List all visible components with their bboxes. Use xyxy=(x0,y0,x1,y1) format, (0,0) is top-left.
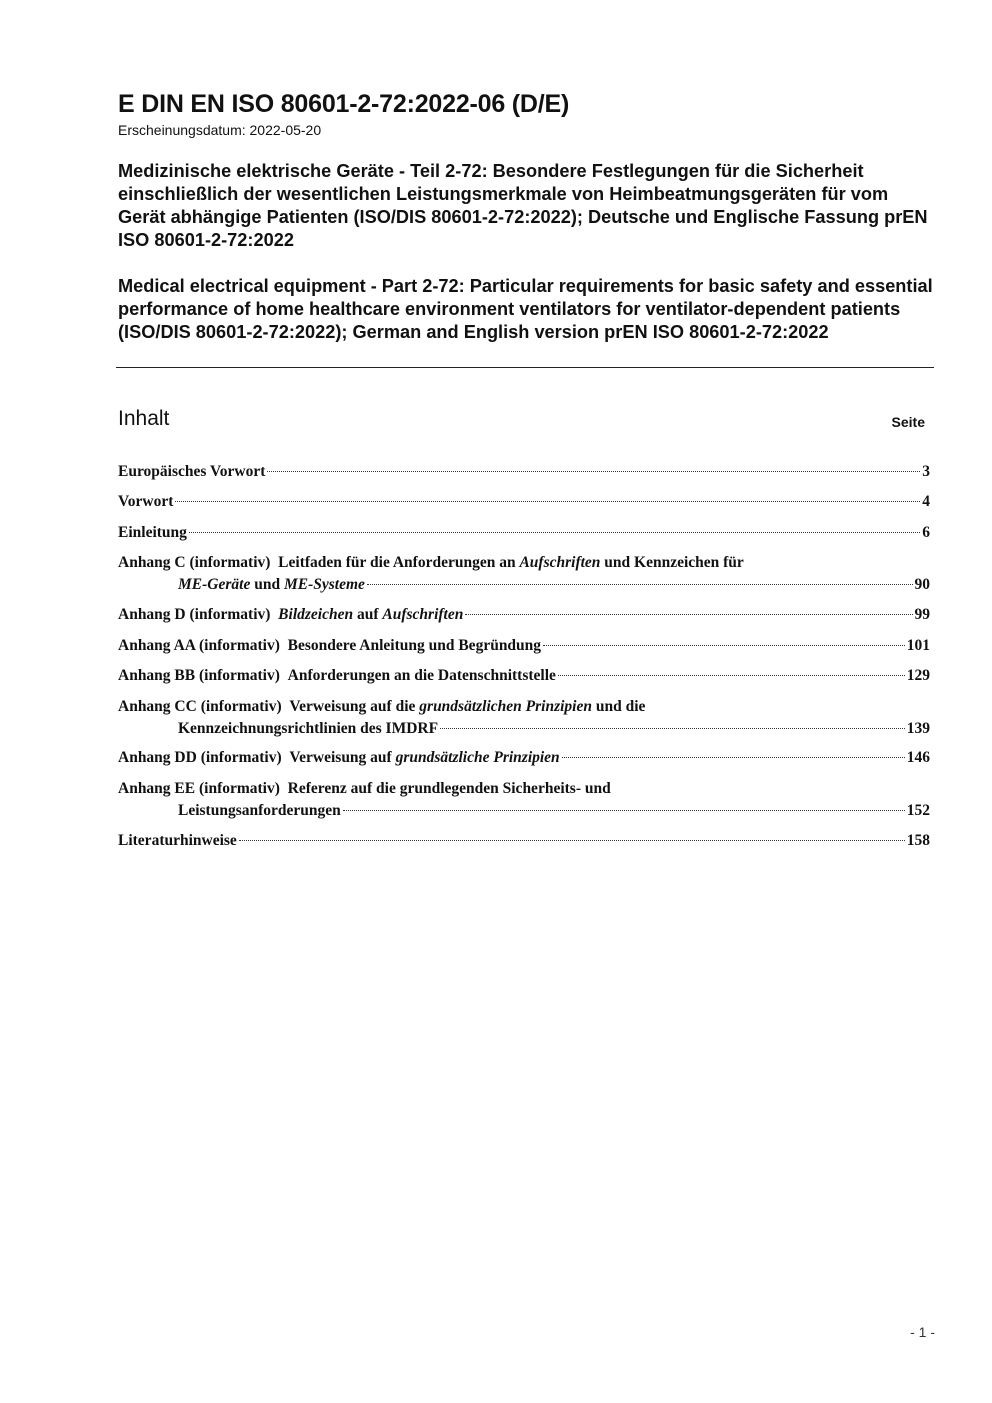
toc-entry-anhang-dd[interactable] xyxy=(118,747,930,769)
toc-entry-text-italic: ME-Systeme xyxy=(283,575,365,593)
toc-entry-page: 129 xyxy=(906,667,930,684)
dot-leader xyxy=(175,501,920,502)
toc-entry-label: Vorwort xyxy=(118,493,174,510)
dot-leader xyxy=(562,757,905,758)
toc-entry-text: und Kennzeichen für xyxy=(600,554,744,571)
toc-entry-text: und die xyxy=(591,698,646,715)
toc-entry-text-italic: ME-Geräte xyxy=(178,575,251,593)
toc-entry-text-italic: Bildzeichen xyxy=(278,606,354,623)
toc-entry-text-italic: Aufschriften xyxy=(382,606,464,623)
dot-leader xyxy=(543,645,905,646)
toc-entry-text: Kennzeichnungsrichtlinien des IMDRF xyxy=(178,719,439,737)
toc-entry-text: auf xyxy=(353,606,383,623)
toc-entry-text: Leitfaden für die Anforderungen an xyxy=(278,554,520,571)
title-english: Medical electrical equipment - Part 2-72: Particular requirements for basic safety and essential performance of home healthcare environment ventilators for ventilator-dependent patients (ISO/DIS 80601-2-72:2022); German and English version prEN ISO 80601-2-72:2022 xyxy=(118,276,933,342)
toc-entry-anhang-d[interactable] xyxy=(118,604,930,626)
toc-entry-text-italic: grundsätzliche Prinzipien xyxy=(395,749,560,766)
document-id: E DIN EN ISO 80601-2-72:2022-06 (D/E) xyxy=(118,90,570,118)
annex-label: Anhang BB (informativ) xyxy=(118,667,280,684)
annex-label: Anhang AA (informativ) xyxy=(118,637,280,654)
toc-entry-page: 146 xyxy=(906,749,930,766)
toc-entry-page: 158 xyxy=(906,832,930,849)
toc-heading: Inhalt xyxy=(118,407,170,430)
toc-entry-text-italic: Aufschriften xyxy=(519,554,601,571)
annex-label: Anhang EE (informativ) xyxy=(118,780,280,797)
toc-entry-text: Verweisung auf xyxy=(289,749,396,766)
toc-entry-anhang-aa[interactable] xyxy=(118,635,930,657)
annex-label: Anhang CC (informativ) xyxy=(118,698,282,715)
dot-leader xyxy=(465,614,912,615)
toc-entry-page: 90 xyxy=(914,575,930,593)
toc-entry-text: Leistungsanforderungen xyxy=(178,801,341,819)
toc-entry-einleitung[interactable] xyxy=(118,522,930,544)
toc-entry-literaturhinweise[interactable] xyxy=(118,830,930,852)
toc-entry-label: Einleitung xyxy=(118,524,187,541)
toc-entry-anhang-cc[interactable] xyxy=(118,696,930,739)
toc-entry-anhang-c[interactable] xyxy=(118,552,930,595)
toc-entry-vorwort[interactable] xyxy=(118,491,930,513)
toc-entry-page: 101 xyxy=(906,637,930,654)
header-divider xyxy=(116,367,934,368)
title-german: Medizinische elektrische Geräte - Teil 2-72: Besondere Festlegungen für die Sicherheit einschließlich der wesentlichen Leistungsmerkmale von Heimbeatmungsgeräten für vom Gerät abhängige Patienten (ISO/DIS 80601-2-72:2022); Deutsche und Englische Fassung prEN ISO 80601-2-72:2022 xyxy=(118,161,928,250)
annex-label: Anhang DD (informativ) xyxy=(118,749,282,766)
toc-entry-anhang-bb[interactable] xyxy=(118,665,930,687)
annex-label: Anhang D (informativ) xyxy=(118,606,271,623)
toc-entry-europaeisches-vorwort[interactable] xyxy=(118,461,930,483)
toc-entry-page: 4 xyxy=(922,493,930,510)
toc-entry-page: 6 xyxy=(922,524,930,541)
toc-entry-text: Anforderungen an die Datenschnittstelle xyxy=(287,667,556,684)
dot-leader xyxy=(189,532,920,533)
dot-leader xyxy=(267,471,920,472)
toc-entry-text: Besondere Anleitung und Begründung xyxy=(287,637,542,654)
annex-label: Anhang C (informativ) xyxy=(118,554,271,571)
toc-entry-page: 3 xyxy=(922,463,930,480)
toc-entry-page: 152 xyxy=(906,801,930,819)
toc-entry-page: 139 xyxy=(906,719,930,737)
toc-entry-label: Literaturhinweise xyxy=(118,832,237,849)
page-number: - 1 - xyxy=(910,1324,935,1340)
dot-leader xyxy=(239,840,905,841)
toc-entry-text: und xyxy=(250,575,284,593)
dot-leader xyxy=(440,728,905,729)
toc-entry-text-italic: grundsätzlichen Prinzipien xyxy=(419,698,592,715)
dot-leader xyxy=(367,584,913,585)
toc-entry-page: 99 xyxy=(914,606,930,623)
dot-leader xyxy=(343,810,905,811)
toc-entry-text: Verweisung auf die xyxy=(289,698,420,715)
dot-leader xyxy=(558,675,905,676)
issue-date: Erscheinungsdatum: 2022-05-20 xyxy=(118,122,322,138)
toc-entry-text: Referenz auf die grundlegenden Sicherheits- und xyxy=(287,780,611,797)
toc-entry-anhang-ee[interactable] xyxy=(118,778,930,821)
toc-entry-label: Europäisches Vorwort xyxy=(118,463,266,480)
toc-page-label: Seite xyxy=(891,414,925,430)
